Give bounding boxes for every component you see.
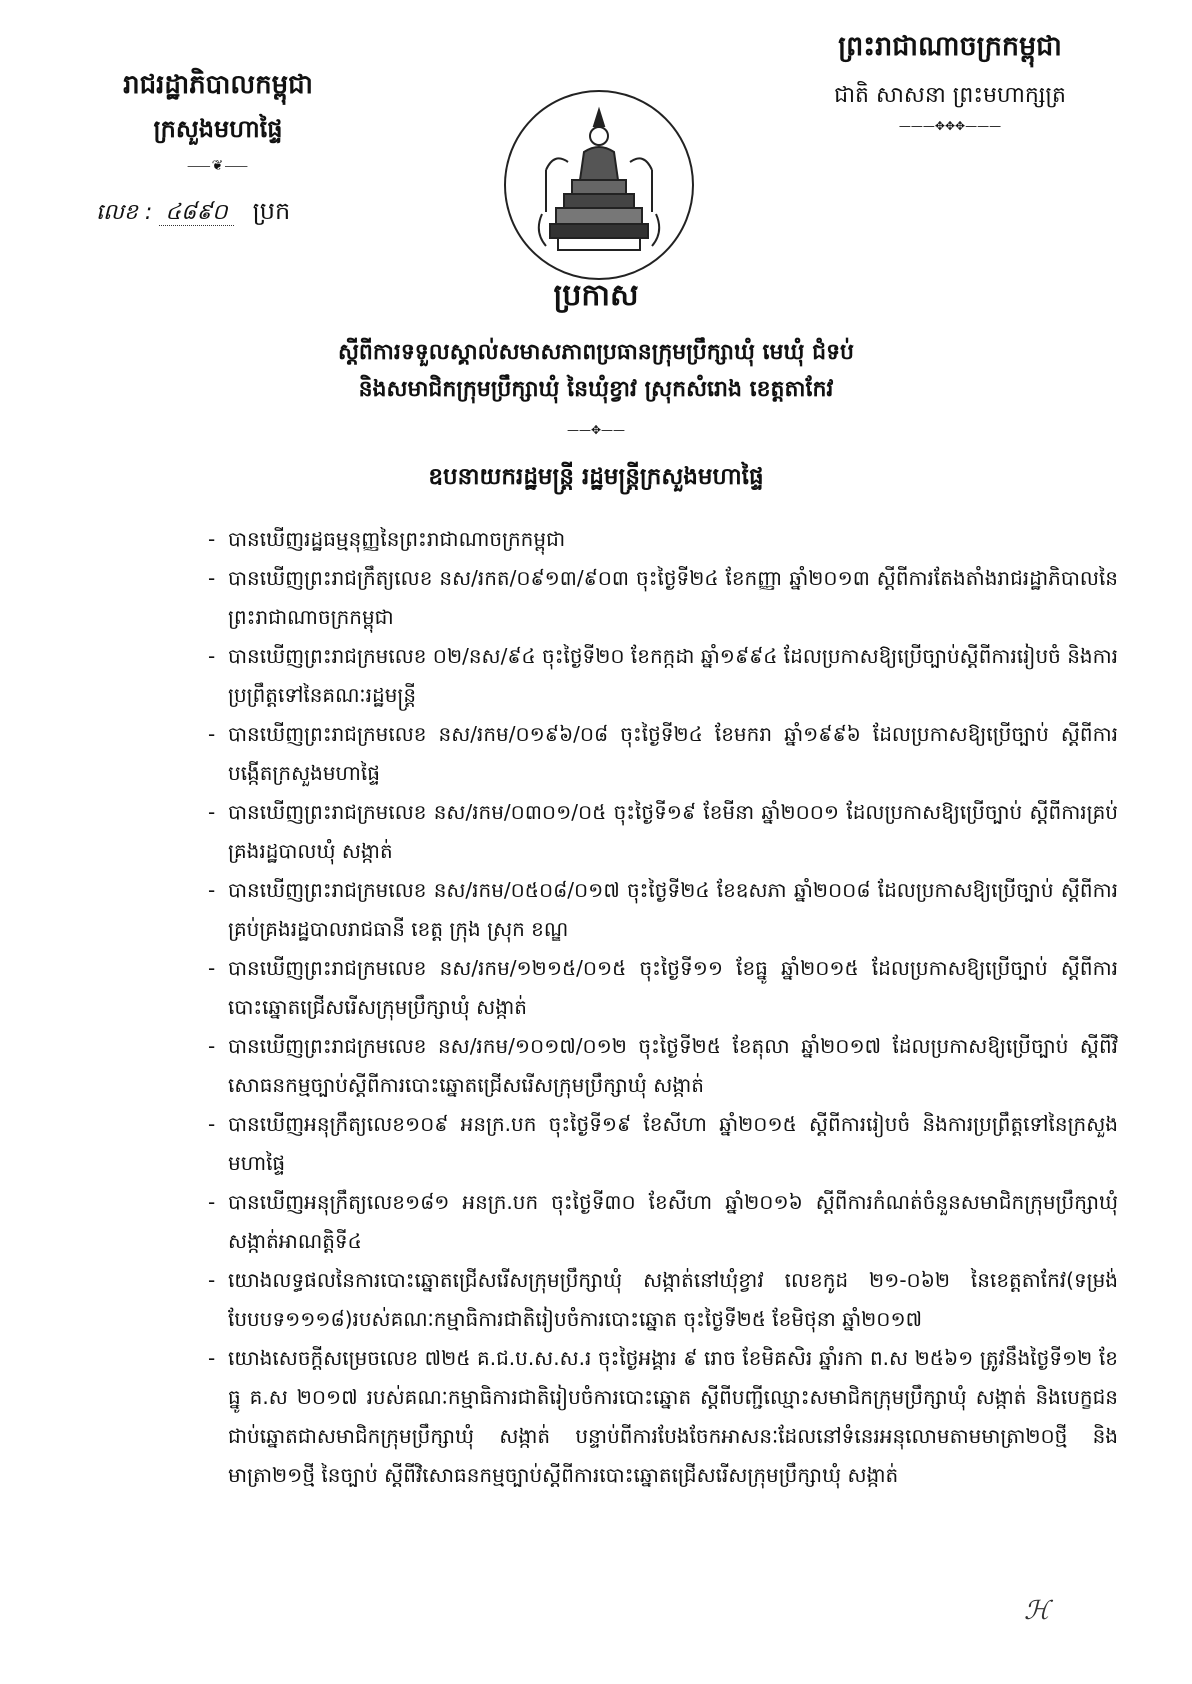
recital-item: - បានឃើញព្រះរាជក្រមលេខ នស/រកម/០៥០៨/០១៧ ចុះថ្ងៃទី២៤ ខែឧសភា ឆ្នាំ២០០៨ ដែលប្រកាសឱ្យប្រើច្បាប់ ស្តីពីការគ្រប់គ្រងរដ្ឋបាលរាជធានី ខេត្ត ក្រុង ស្រុក ខណ្ឌ (208, 878, 1118, 941)
recitals-list (208, 520, 1118, 1495)
government-name: រាជរដ្ឋាភិបាលកម្ពុជា (123, 70, 313, 100)
emblem-drawing (506, 92, 692, 278)
issuing-authority (88, 68, 348, 175)
ministry-name: ក្រសួងមហាផ្ទៃ (153, 115, 283, 143)
royal-emblem-seal (504, 90, 694, 280)
recital-item: - យោងលទ្ធផលនៃការបោះឆ្នោតជ្រើសរើសក្រុមប្រឹក្សាឃុំ សង្កាត់នៅឃុំខ្វាវ លេខកូដ ២១-០៦២ នៃខេត្តតាកែវ(ទម្រង់បែបបទ១១១៨)របស់គណៈកម្មាធិការជាតិរៀបចំការបោះឆ្នោត ចុះថ្ងៃទី២៥ ខែមិថុនា ឆ្នាំ២០១៧ (208, 1268, 1118, 1331)
recital-item: - បានឃើញព្រះរាជក្រមលេខ ០២/នស/៩៤ ចុះថ្ងៃទី២០ ខែកក្កដា ឆ្នាំ១៩៩៤ ដែលប្រកាសឱ្យប្រើច្បាប់ស្តីពីការរៀបចំ និងការប្រព្រឹត្តទៅនៃគណៈរដ្ឋមន្ត្រី (208, 644, 1118, 707)
subject-line-1: ស្តីពីការទទួលស្គាល់សមាសភាពប្រធានក្រុមប្រឹក្សាឃុំ មេឃុំ ជំទប់ (337, 340, 854, 365)
recital-item: - បានឃើញព្រះរាជក្រមលេខ នស/រកម/០១៩៦/០៨ ចុះថ្ងៃទី២៤ ខែមករា ឆ្នាំ១៩៩៦ ដែលប្រកាសឱ្យប្រើច្បាប់ ស្តីពីការបង្កើតក្រសួងមហាផ្ទៃ (208, 722, 1118, 785)
reference-number (96, 196, 290, 231)
recital-item: - បានឃើញរដ្ឋធម្មនុញ្ញនៃព្រះរាជាណាចក្រកម្ពុជា (208, 527, 566, 551)
title-divider: ——✥—— (566, 422, 626, 437)
signatory-title: ឧបនាយករដ្ឋមន្ត្រី រដ្ឋមន្ត្រីក្រសួងមហាផ្ទៃ (428, 463, 764, 490)
document-subject (146, 334, 1046, 409)
reference-suffix: ប្រក (252, 197, 291, 225)
recital-item: - បានឃើញអនុក្រឹត្យលេខ១០៩ អនក្រ.បក ចុះថ្ងៃទី១៩ ខែសីហា ឆ្នាំ២០១៥ ស្តីពីការរៀបចំ និងការប្រព្រឹត្តទៅនៃក្រសួងមហាផ្ទៃ (208, 1112, 1118, 1175)
kingdom-name: ព្រះរាជាណាចក្រកម្ពុជា (838, 31, 1062, 62)
subject-line-2: និងសមាជិកក្រុមប្រឹក្សាឃុំ នៃឃុំខ្វាវ ស្រុកសំរោង ខេត្តតាកែវ (358, 377, 834, 403)
kingdom-header (800, 30, 1100, 133)
recital-item: - បានឃើញអនុក្រឹត្យលេខ១៨១ អនក្រ.បក ចុះថ្ងៃទី៣០ ខែសីហា ឆ្នាំ២០១៦ ស្តីពីការកំណត់ចំនួនសមាជិកក្រុមប្រឹក្សាឃុំ សង្កាត់អាណត្តិទី៤ (208, 1190, 1118, 1253)
document-title-block (146, 276, 1046, 496)
national-motto: ជាតិ សាសនា ព្រះមហាក្សត្រ (834, 83, 1066, 108)
recital-item: - បានឃើញព្រះរាជក្រមលេខ នស/រកម/០៣០១/០៥ ចុះថ្ងៃទី១៩ ខែមីនា ឆ្នាំ២០០១ ដែលប្រកាសឱ្យប្រើច្បាប់ ស្តីពីការគ្រប់គ្រងរដ្ឋបាលឃុំ សង្កាត់ (208, 800, 1118, 863)
recital-item: - បានឃើញព្រះរាជក្រមលេខ នស/រកម/១២១៥/០១៥ ចុះថ្ងៃទី១១ ខែធ្នូ ឆ្នាំ២០១៥ ដែលប្រកាសឱ្យប្រើច្បាប់ ស្តីពីការបោះឆ្នោតជ្រើសរើសក្រុមប្រឹក្សាឃុំ សង្កាត់ (208, 956, 1118, 1019)
recital-item: - បានឃើញព្រះរាជក្រឹត្យលេខ នស/រកត/០៩១៣/៩០៣ ចុះថ្ងៃទី២៤ ខែកញ្ញា ឆ្នាំ២០១៣ ស្តីពីការតែងតាំងរាជរដ្ឋាភិបាលនៃព្រះរាជាណាចក្រកម្ពុជា (208, 566, 1118, 629)
reference-value: ៤៨៩០ (159, 200, 233, 226)
initial-signature: ℋ (1024, 1596, 1050, 1626)
recital-item: - បានឃើញព្រះរាជក្រមលេខ នស/រកម/១០១៧/០១២ ចុះថ្ងៃទី២៥ ខែតុលា ឆ្នាំ២០១៧ ដែលប្រកាសឱ្យប្រើច្បាប់ ស្តីពីវិសោធនកម្មច្បាប់ស្តីពីការបោះឆ្នោតជ្រើសរើសក្រុមប្រឹក្សាឃុំ សង្កាត់ (208, 1034, 1118, 1097)
motto-ornament: ———✥✥✥——— (898, 119, 1002, 133)
reference-label: លេខ : (96, 200, 153, 225)
ornament-divider: ⸺❦⸺ (186, 158, 250, 174)
document-type: ប្រកាស (553, 278, 639, 313)
recital-item: - យោងសេចក្តីសម្រេចលេខ ៧២៥ គ.ជ.ប.ស.ស.រ ចុះថ្ងៃអង្គារ ៩ រោច ខែមិគសិរ ឆ្នាំរកា ព.ស ២៥៦១ ត្រូវនឹងថ្ងៃទី១២ ខែធ្នូ គ.ស ២០១៧ របស់គណៈកម្មាធិការជាតិរៀបចំការបោះឆ្នោត ស្តីពីបញ្ជីឈ្មោះសមាជិកក្រុមប្រឹក្សាឃុំ សង្កាត់ និងបេក្ខជនជាប់ឆ្នោតជាសមាជិកក្រុមប្រឹក្សាឃុំ សង្កាត់ បន្ទាប់ពីការបែងចែកអាសនៈដែលនៅទំនេរអនុលោមតាមមាត្រា២០ថ្មី និងមាត្រា២១ថ្មី នៃច្បាប់ ស្តីពីវិសោធនកម្មច្បាប់ស្តីពីការបោះឆ្នោតជ្រើសរើសក្រុមប្រឹក្សាឃុំ សង្កាត់ (208, 1346, 1118, 1487)
